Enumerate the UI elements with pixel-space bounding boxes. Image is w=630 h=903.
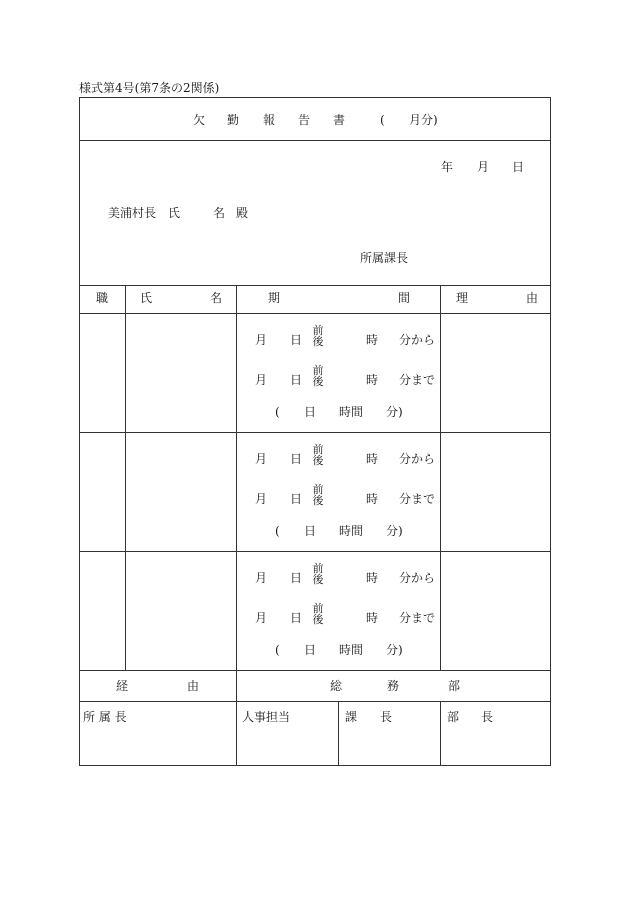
period-until-suffix: 分まで (399, 373, 436, 387)
column-header-kikan: 間 (398, 291, 411, 305)
routing-keiyu: 経 (116, 679, 129, 693)
period-until-suffix: 分まで (399, 611, 436, 625)
pm-label: 後 (312, 335, 324, 348)
period-total-open: ( (275, 405, 280, 419)
period-until-month: 月 (255, 373, 268, 387)
signature-jinji: 人事担当 (242, 710, 291, 724)
date-day: 日 (512, 160, 525, 174)
period-total-day: 日 (304, 524, 317, 538)
period-from-suffix: 分から (399, 452, 436, 466)
grid-line-vertical (440, 701, 441, 766)
grid-line-vertical (440, 285, 441, 670)
form-number-label: 様式第4号(第7条の2関係) (79, 81, 220, 95)
period-total-day: 日 (304, 405, 317, 419)
routing-keiyu: 由 (187, 679, 200, 693)
am-pm-selector (311, 365, 325, 387)
period-total-open: ( (275, 524, 280, 538)
period-total-day: 日 (304, 643, 317, 657)
period-from-suffix: 分から (399, 571, 436, 585)
am-pm-selector (311, 563, 325, 585)
routing-somubu: 総 (330, 679, 343, 693)
title-char: 報 (263, 113, 276, 127)
period-from-month: 月 (255, 571, 268, 585)
grid-line-horizontal (79, 313, 551, 314)
am-label: 前 (312, 443, 324, 456)
period-from-day: 日 (290, 452, 303, 466)
signature-kacho: 課 (345, 710, 358, 724)
grid-line-horizontal (79, 285, 551, 286)
addressee-name-2: 名 (213, 206, 226, 220)
pm-label: 後 (312, 613, 324, 626)
period-from-hour: 時 (366, 571, 379, 585)
signature-bucho: 長 (481, 710, 494, 724)
grid-line-vertical (125, 285, 126, 670)
column-header-kikan: 期 (268, 291, 281, 305)
period-total-hours: 時間 (339, 643, 364, 657)
period-total-hours: 時間 (339, 524, 364, 538)
title-char: 勤 (227, 113, 240, 127)
period-from-day: 日 (290, 571, 303, 585)
column-header-riyu: 由 (526, 291, 539, 305)
period-from-day: 日 (290, 333, 303, 347)
period-total-hours: 時間 (339, 405, 364, 419)
period-from-hour: 時 (366, 452, 379, 466)
am-label: 前 (312, 483, 324, 496)
period-until-day: 日 (290, 492, 303, 506)
title-char: 告 (298, 113, 311, 127)
grid-line-horizontal (79, 670, 551, 671)
title-month-close: 月分) (409, 113, 438, 127)
period-from-hour: 時 (366, 333, 379, 347)
title-char: 書 (333, 113, 346, 127)
signature-bucho: 部 (447, 710, 460, 724)
period-until-day: 日 (290, 611, 303, 625)
addressee-honorific: 殿 (236, 206, 249, 220)
grid-line-horizontal (79, 701, 551, 702)
addressee-name: 美浦村長 氏 (108, 206, 181, 220)
am-pm-selector (311, 603, 325, 625)
grid-line-vertical (236, 285, 237, 766)
grid-line-horizontal (79, 140, 551, 141)
pm-label: 後 (312, 494, 324, 507)
routing-somubu: 務 (387, 679, 400, 693)
period-from-month: 月 (255, 452, 268, 466)
period-from-suffix: 分から (399, 333, 436, 347)
date-year: 年 (441, 160, 454, 174)
routing-somubu: 部 (448, 679, 461, 693)
period-until-hour: 時 (366, 373, 379, 387)
period-until-day: 日 (290, 373, 303, 387)
am-pm-selector (311, 325, 325, 347)
column-header-riyu: 理 (456, 291, 469, 305)
period-until-hour: 時 (366, 492, 379, 506)
period-total-close: 分) (386, 405, 403, 419)
am-pm-selector (311, 444, 325, 466)
title-month-open: ( (380, 113, 385, 127)
reporter-title: 所属課長 (360, 251, 409, 265)
period-until-month: 月 (255, 492, 268, 506)
pm-label: 後 (312, 573, 324, 586)
column-header-shimei: 名 (210, 291, 223, 305)
period-until-suffix: 分まで (399, 492, 436, 506)
signature-shozokucho: 所 属 長 (83, 710, 127, 724)
pm-label: 後 (312, 454, 324, 467)
column-header-shoku: 職 (96, 291, 109, 305)
am-label: 前 (312, 324, 324, 337)
am-label: 前 (312, 602, 324, 615)
pm-label: 後 (312, 375, 324, 388)
signature-kacho: 長 (380, 710, 393, 724)
grid-line-vertical (338, 701, 339, 766)
grid-line-horizontal (79, 551, 551, 552)
am-label: 前 (312, 562, 324, 575)
period-total-open: ( (275, 643, 280, 657)
period-total-close: 分) (386, 524, 403, 538)
am-pm-selector (311, 484, 325, 506)
period-until-month: 月 (255, 611, 268, 625)
period-until-hour: 時 (366, 611, 379, 625)
title-char: 欠 (193, 113, 206, 127)
date-month: 月 (477, 160, 490, 174)
grid-line-horizontal (79, 432, 551, 433)
column-header-shimei: 氏 (140, 291, 153, 305)
period-from-month: 月 (255, 333, 268, 347)
period-total-close: 分) (386, 643, 403, 657)
am-label: 前 (312, 364, 324, 377)
